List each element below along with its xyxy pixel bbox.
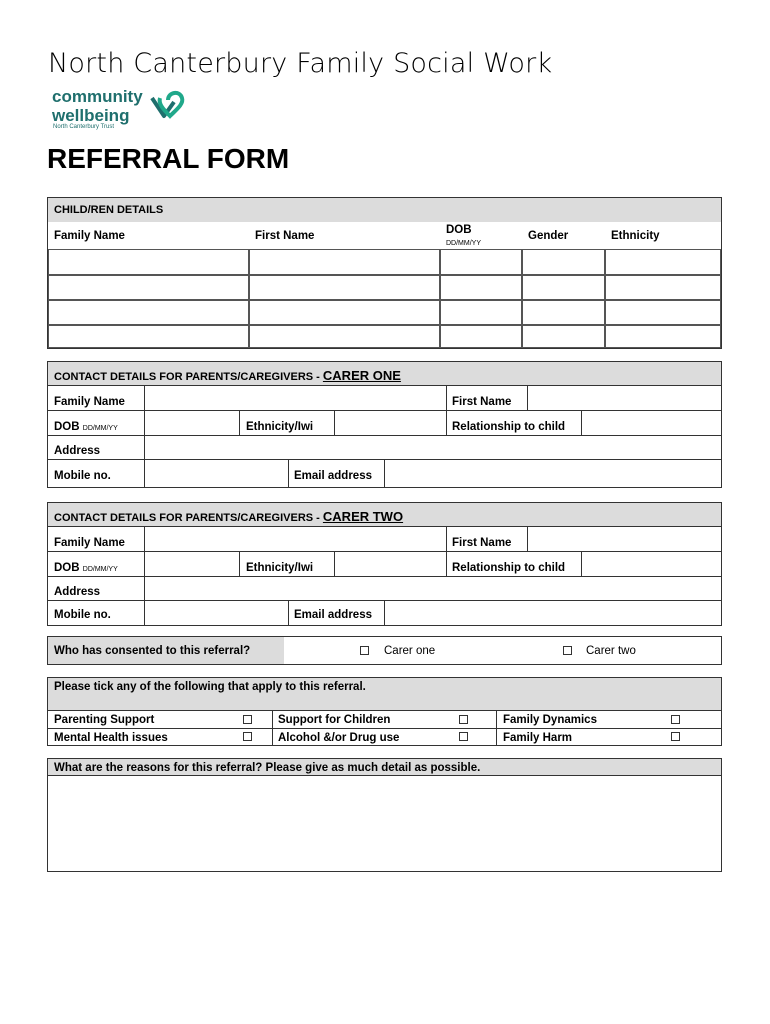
carer-two-email-field[interactable] (385, 601, 720, 624)
concern-family-harm: Family Harm (503, 732, 573, 744)
child-row3-first-name[interactable] (249, 300, 440, 325)
carer-one-family-name-label: Family Name (54, 396, 125, 408)
carer-one-address-field[interactable] (145, 436, 720, 458)
carer-one-mobile-label: Mobile no. (54, 470, 111, 482)
logo-line2: wellbeing (52, 106, 130, 125)
consent-carer-one-label: Carer one (384, 645, 436, 657)
child-row2-ethnicity[interactable] (605, 275, 721, 300)
child-row1-ethnicity[interactable] (605, 249, 721, 275)
form-title: REFERRAL FORM (47, 143, 290, 174)
carer-two-first-name-field[interactable] (528, 527, 720, 550)
child-row2-family-name[interactable] (48, 275, 249, 300)
carer-one-first-name-label: First Name (452, 396, 512, 408)
child-row3-gender[interactable] (522, 300, 605, 325)
concern-alcohol-drug: Alcohol &/or Drug use (278, 732, 400, 744)
child-row1-family-name[interactable] (48, 249, 249, 275)
col-family-name: Family Name (54, 230, 125, 242)
community-wellbeing-logo (52, 86, 202, 134)
consent-carer-two-checkbox[interactable] (563, 646, 572, 655)
carer-two-relationship-label: Relationship to child (452, 562, 566, 574)
col-gender: Gender (528, 230, 569, 242)
col-first-name: First Name (255, 230, 315, 242)
organization-name: North Canterbury Family Social Work (48, 48, 553, 79)
carer-two-family-name-label: Family Name (54, 537, 125, 549)
logo-line1: community (52, 87, 143, 106)
concern-family-dynamics-checkbox[interactable] (671, 715, 680, 724)
col-dob: DOB (446, 224, 472, 236)
child-row1-first-name[interactable] (249, 249, 440, 275)
child-row1-dob[interactable] (440, 249, 522, 275)
carer-two-title: CONTACT DETAILS FOR PARENTS/CAREGIVERS - CARER TWO (54, 509, 404, 524)
concern-mental-health-checkbox[interactable] (243, 732, 252, 741)
child-row3-ethnicity[interactable] (605, 300, 721, 325)
reasons-prompt: What are the reasons for this referral? Please give as much detail as possible. (54, 762, 481, 774)
carer-two-mobile-field[interactable] (145, 601, 287, 624)
carer-one-dob-label: DOB DD/MM/YY (54, 421, 118, 433)
child-row2-dob[interactable] (440, 275, 522, 300)
carer-two-ethnicity-field[interactable] (335, 552, 445, 575)
carer-two-mobile-label: Mobile no. (54, 609, 111, 621)
carer-one-ethnicity-field[interactable] (335, 411, 445, 434)
carer-two-email-label: Email address (294, 609, 372, 621)
child-row3-family-name[interactable] (48, 300, 249, 325)
concerns-instruction: Please tick any of the following that apply to this referral. (54, 681, 366, 693)
child-row4-dob[interactable] (440, 325, 522, 348)
carer-one-email-field[interactable] (385, 460, 720, 486)
carer-two-first-name-label: First Name (452, 537, 512, 549)
heart-logo-icon (146, 90, 190, 122)
child-row3-dob[interactable] (440, 300, 522, 325)
carer-one-address-label: Address (54, 445, 101, 457)
carer-two-family-name-field[interactable] (145, 527, 445, 550)
concern-parenting-support: Parenting Support (54, 714, 155, 726)
carer-one-first-name-field[interactable] (528, 386, 720, 409)
carer-two-address-field[interactable] (145, 577, 720, 599)
child-row2-first-name[interactable] (249, 275, 440, 300)
consent-question: Who has consented to this referral? (54, 645, 251, 657)
carer-one-email-label: Email address (294, 470, 372, 482)
carer-two-address-label: Address (54, 586, 101, 598)
concern-support-for-children: Support for Children (278, 714, 391, 726)
carer-one-family-name-field[interactable] (145, 386, 445, 409)
child-row4-family-name[interactable] (48, 325, 249, 348)
carer-two-ethnicity-label: Ethnicity/Iwi (246, 562, 314, 574)
consent-carer-two-label: Carer two (586, 645, 636, 657)
concern-family-dynamics: Family Dynamics (503, 714, 597, 726)
child-row2-gender[interactable] (522, 275, 605, 300)
children-section-title: CHILD/REN DETAILS (54, 204, 164, 216)
carer-one-relationship-label: Relationship to child (452, 421, 566, 433)
carer-two-relationship-field[interactable] (582, 552, 720, 575)
concern-support-for-children-checkbox[interactable] (459, 715, 468, 724)
col-dob-format: DD/MM/YY (446, 240, 481, 247)
carer-one-dob-field[interactable] (145, 411, 238, 434)
carer-one-mobile-field[interactable] (145, 460, 287, 486)
child-row4-gender[interactable] (522, 325, 605, 348)
logo-tagline: North Canterbury Trust (53, 124, 115, 130)
child-row4-ethnicity[interactable] (605, 325, 721, 348)
reasons-textarea[interactable] (49, 777, 720, 870)
consent-carer-one-checkbox[interactable] (360, 646, 369, 655)
carer-one-relationship-field[interactable] (582, 411, 720, 434)
col-ethnicity: Ethnicity (611, 230, 660, 242)
concern-parenting-support-checkbox[interactable] (243, 715, 252, 724)
carer-one-ethnicity-label: Ethnicity/Iwi (246, 421, 314, 433)
child-row1-gender[interactable] (522, 249, 605, 275)
concern-family-harm-checkbox[interactable] (671, 732, 680, 741)
carer-one-title: CONTACT DETAILS FOR PARENTS/CAREGIVERS - CARER ONE (54, 368, 401, 383)
child-row4-first-name[interactable] (249, 325, 440, 348)
concern-mental-health: Mental Health issues (54, 732, 168, 744)
concern-alcohol-drug-checkbox[interactable] (459, 732, 468, 741)
carer-two-dob-label: DOB DD/MM/YY (54, 562, 118, 574)
carer-two-dob-field[interactable] (145, 552, 238, 575)
